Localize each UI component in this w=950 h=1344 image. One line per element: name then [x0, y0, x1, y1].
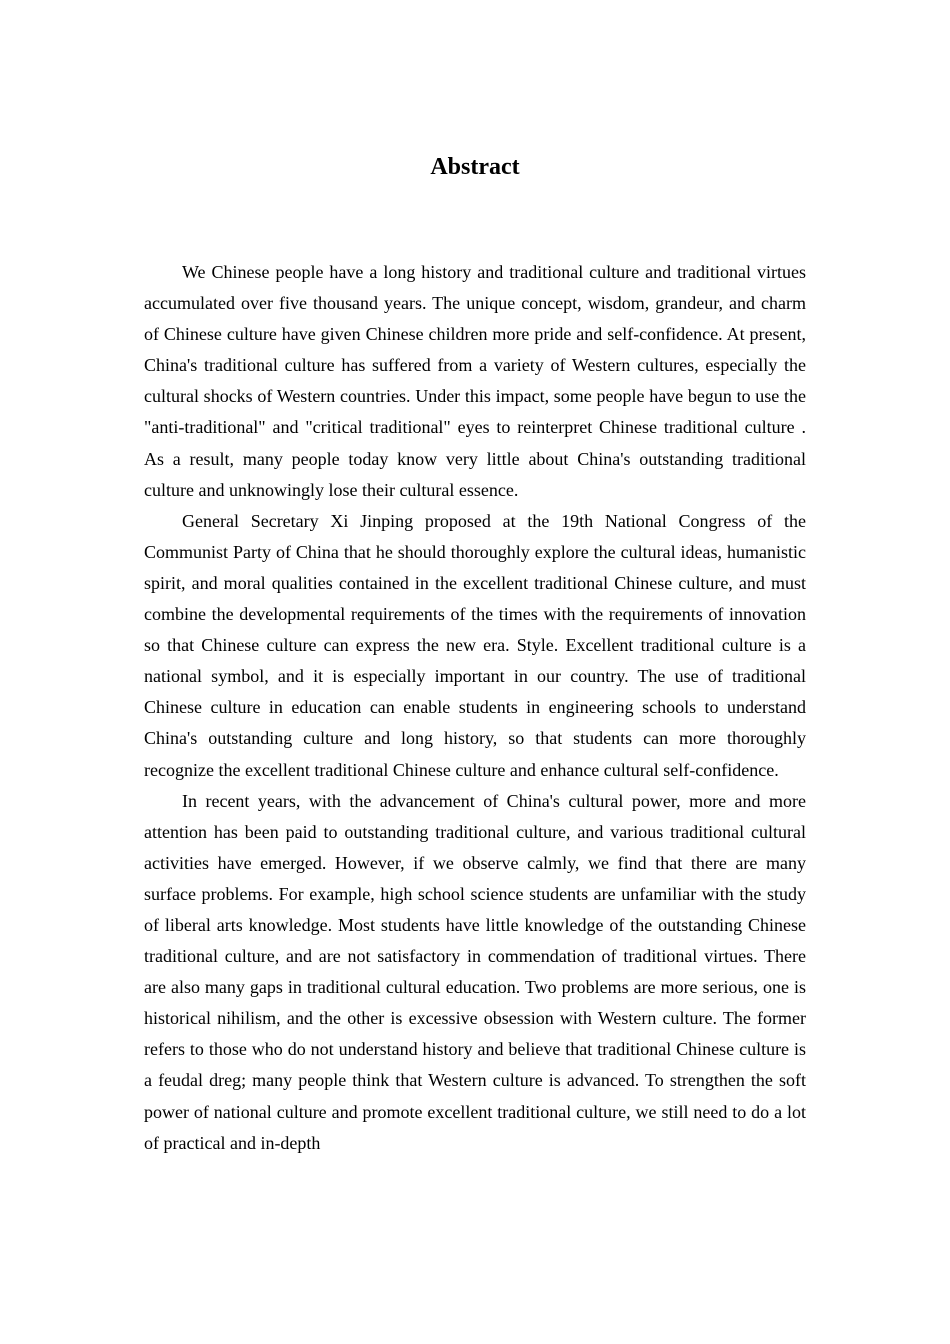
paragraph-2: General Secretary Xi Jinping proposed at the 19th National Congress of the Communist Party of China that he should thoroughly explore the cultural ideas, humanistic spirit, and moral qualities contained in the excellent traditional Chinese culture, and must combine the developmental requirements of the times with the requirements of innovation so that Chinese culture can express the new era. Style. Excellent traditional culture is a national symbol, and it is especially important in our country. The use of traditional Chinese culture in education can enable students in engineering schools to understand China's outstanding culture and long history, so that students can more thoroughly recognize the excellent traditional Chinese culture and enhance cultural self-confidence.: [144, 510, 806, 780]
abstract-body: [144, 257, 806, 1159]
paragraph-3: In recent years, with the advancement of China's cultural power, more and more attention has been paid to outstanding traditional culture, and various traditional cultural activities have emerged. However, if we observe calmly, we find that there are many surface problems. For example, high school science students are unfamiliar with the study of liberal arts knowledge. Most students have little knowledge of the outstanding Chinese traditional culture, and are not satisfactory in commendation of traditional virtues. There are also many gaps in traditional cultural education. Two problems are more serious, one is historical nihilism, and the other is excessive obsession with Western culture. The former refers to those who do not understand history and believe that traditional Chinese culture is a feudal dreg; many people think that Western culture is advanced. To strengthen the soft power of national culture and promote excellent traditional culture, we still need to do a lot of practical and in-depth: [144, 790, 806, 1153]
abstract-title: Abstract: [430, 154, 520, 180]
paragraph-1: We Chinese people have a long history and traditional culture and traditional virtues accumulated over five thousand years. The unique concept, wisdom, grandeur, and charm of Chinese culture have given Chinese children more pride and self-confidence. At present, China's traditional culture has suffered from a variety of Western cultures, especially the cultural shocks of Western countries. Under this impact, some people have begun to use the "anti-traditional" and "critical traditional" eyes to reinterpret Chinese traditional culture . As a result, many people today know very little about China's outstanding traditional culture and unknowingly lose their cultural essence.: [144, 262, 806, 500]
